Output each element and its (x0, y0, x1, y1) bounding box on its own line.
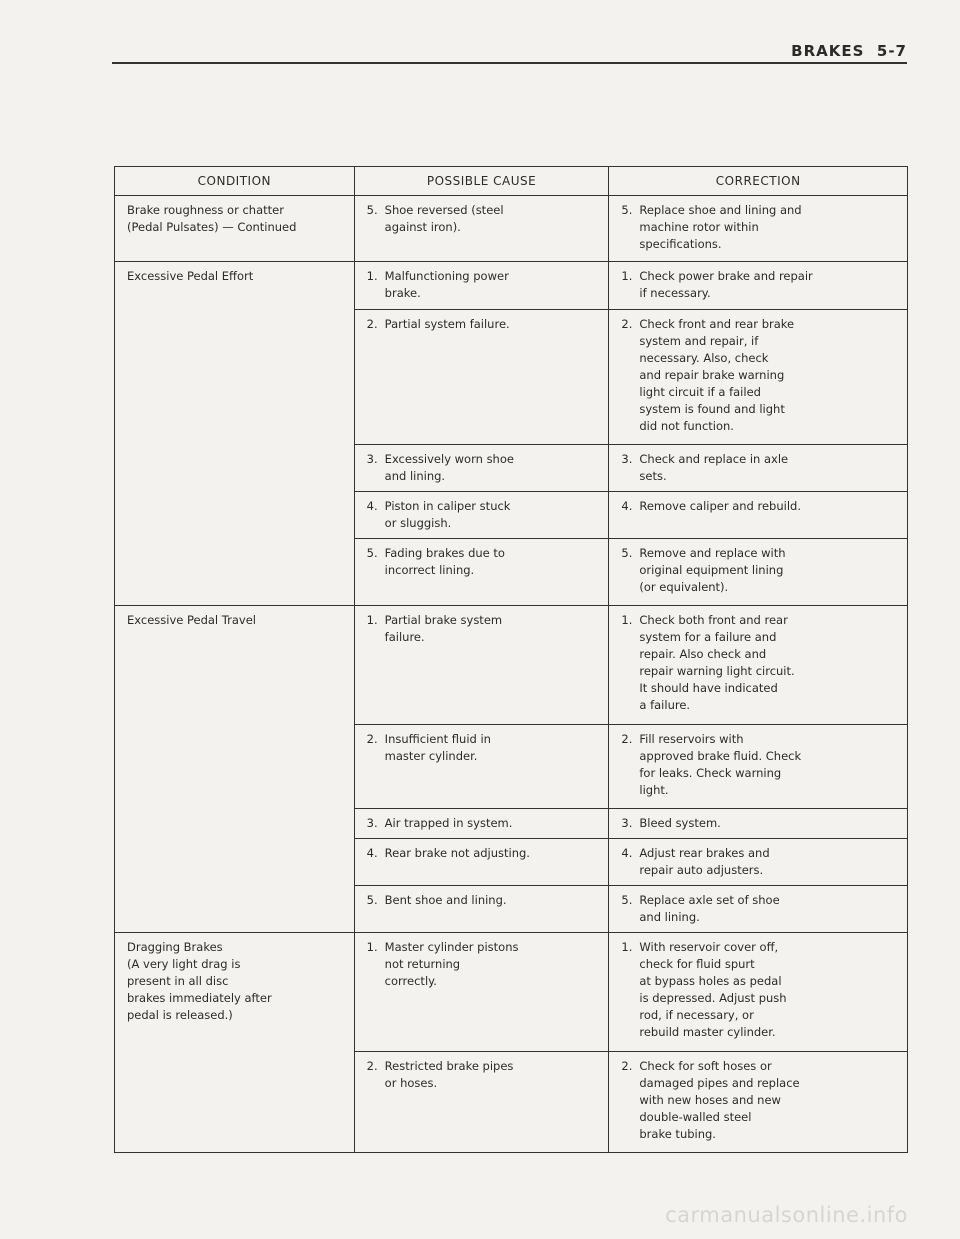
page-header (112, 42, 907, 64)
correction-text: Check and replace in axle sets. (639, 452, 789, 483)
correction-cell (609, 606, 908, 725)
cause-cell (354, 196, 609, 262)
cause-text: Shoe reversed (steel against iron). (384, 203, 504, 234)
correction-cell (609, 310, 908, 445)
condition-cell (115, 933, 355, 1153)
diagnosis-table (114, 166, 908, 1153)
correction-text: Fill reservoirs with approved brake fluid. Check for leaks. Check warning light. (639, 732, 802, 797)
section-title: BRAKES (791, 42, 865, 60)
correction-number: 1. (621, 613, 633, 627)
condition-cell (115, 196, 355, 262)
correction-text: Replace shoe and lining and machine rotor within specifications. (639, 203, 802, 251)
cause-number: 3. (366, 816, 378, 830)
cause-text: Bent shoe and lining. (384, 893, 507, 907)
correction-number: 2. (621, 732, 633, 746)
correction-number: 5. (621, 893, 633, 907)
cause-cell (354, 606, 609, 725)
correction-number: 1. (621, 940, 633, 954)
cause-cell (354, 933, 609, 1052)
condition-cell (115, 606, 355, 933)
correction-cell (609, 539, 908, 606)
cause-number: 1. (366, 940, 378, 954)
correction-header: CORRECTION (609, 167, 908, 196)
possible-cause-header: POSSIBLE CAUSE (354, 167, 609, 196)
cause-text: Partial brake system failure. (384, 613, 503, 644)
cause-cell (354, 492, 609, 539)
correction-text: Check both front and rear system for a failure and repair. Also check and repair warning light circuit. It should have indicated a failure. (639, 613, 795, 712)
correction-cell (609, 262, 908, 310)
table-header-row (115, 167, 908, 196)
correction-number: 3. (621, 816, 633, 830)
correction-cell (609, 725, 908, 809)
condition-cell (115, 262, 355, 606)
cause-number: 5. (366, 893, 378, 907)
correction-cell (609, 886, 908, 933)
correction-text: Check for soft hoses or damaged pipes and replace with new hoses and new double-walled steel brake tubing. (639, 1059, 800, 1141)
cause-number: 2. (366, 1059, 378, 1073)
correction-number: 4. (621, 499, 633, 513)
correction-text: With reservoir cover off, check for fluid spurt at bypass holes as pedal is depressed. Adjust push rod, if necessary, or rebuild master cylinder. (639, 940, 787, 1039)
condition-label: Dragging Brakes (A very light drag is present in all disc brakes immediately after pedal is released.) (127, 940, 272, 1022)
correction-cell (609, 933, 908, 1052)
cause-text: Malfunctioning power brake. (384, 269, 509, 300)
correction-number: 2. (621, 317, 633, 331)
cause-cell (354, 809, 609, 839)
cause-text: Master cylinder pistons not returning correctly. (384, 940, 519, 988)
cause-text: Insufficient fluid in master cylinder. (384, 732, 491, 763)
correction-cell (609, 445, 908, 492)
correction-cell (609, 809, 908, 839)
cause-cell (354, 839, 609, 886)
cause-text: Air trapped in system. (384, 816, 513, 830)
page-number: 5-7 (876, 42, 907, 60)
correction-cell (609, 196, 908, 262)
correction-text: Remove caliper and rebuild. (639, 499, 801, 513)
cause-number: 2. (366, 317, 378, 331)
correction-text: Check power brake and repair if necessary. (639, 269, 813, 300)
cause-text: Restricted brake pipes or hoses. (384, 1059, 514, 1090)
cause-text: Partial system failure. (384, 317, 510, 331)
table-row (115, 606, 908, 725)
correction-text: Check front and rear brake system and repair, if necessary. Also, check and repair brake warning light circuit if a failed system is found and light did not function. (639, 317, 795, 433)
correction-text: Adjust rear brakes and repair auto adjusters. (639, 846, 770, 877)
cause-text: Fading brakes due to incorrect lining. (384, 546, 505, 577)
cause-cell (354, 1052, 609, 1153)
correction-cell (609, 1052, 908, 1153)
cause-cell (354, 539, 609, 606)
cause-number: 5. (366, 546, 378, 560)
table-row (115, 262, 908, 310)
correction-text: Remove and replace with original equipment lining (or equivalent). (639, 546, 786, 594)
cause-cell (354, 310, 609, 445)
correction-number: 2. (621, 1059, 633, 1073)
section-page-label (791, 42, 907, 60)
cause-cell (354, 725, 609, 809)
correction-number: 4. (621, 846, 633, 860)
table-row (115, 196, 908, 262)
cause-number: 5. (366, 203, 378, 217)
cause-number: 1. (366, 269, 378, 283)
cause-number: 1. (366, 613, 378, 627)
cause-cell (354, 886, 609, 933)
cause-number: 3. (366, 452, 378, 466)
correction-text: Bleed system. (639, 816, 721, 830)
cause-number: 4. (366, 846, 378, 860)
cause-cell (354, 262, 609, 310)
site-watermark: carmanualsonline.info (665, 1203, 908, 1227)
cause-text: Excessively worn shoe and lining. (384, 452, 514, 483)
correction-number: 5. (621, 203, 633, 217)
correction-cell (609, 839, 908, 886)
correction-number: 1. (621, 269, 633, 283)
correction-number: 5. (621, 546, 633, 560)
correction-text: Replace axle set of shoe and lining. (639, 893, 780, 924)
correction-cell (609, 492, 908, 539)
condition-header: CONDITION (115, 167, 355, 196)
cause-text: Rear brake not adjusting. (384, 846, 530, 860)
correction-number: 3. (621, 452, 633, 466)
cause-cell (354, 445, 609, 492)
cause-text: Piston in caliper stuck or sluggish. (384, 499, 511, 530)
cause-number: 2. (366, 732, 378, 746)
condition-label: Excessive Pedal Effort (127, 269, 254, 283)
condition-label: Excessive Pedal Travel (127, 613, 256, 627)
cause-number: 4. (366, 499, 378, 513)
condition-label: Brake roughness or chatter (Pedal Pulsates) — Continued (127, 203, 297, 234)
table-row (115, 933, 908, 1052)
